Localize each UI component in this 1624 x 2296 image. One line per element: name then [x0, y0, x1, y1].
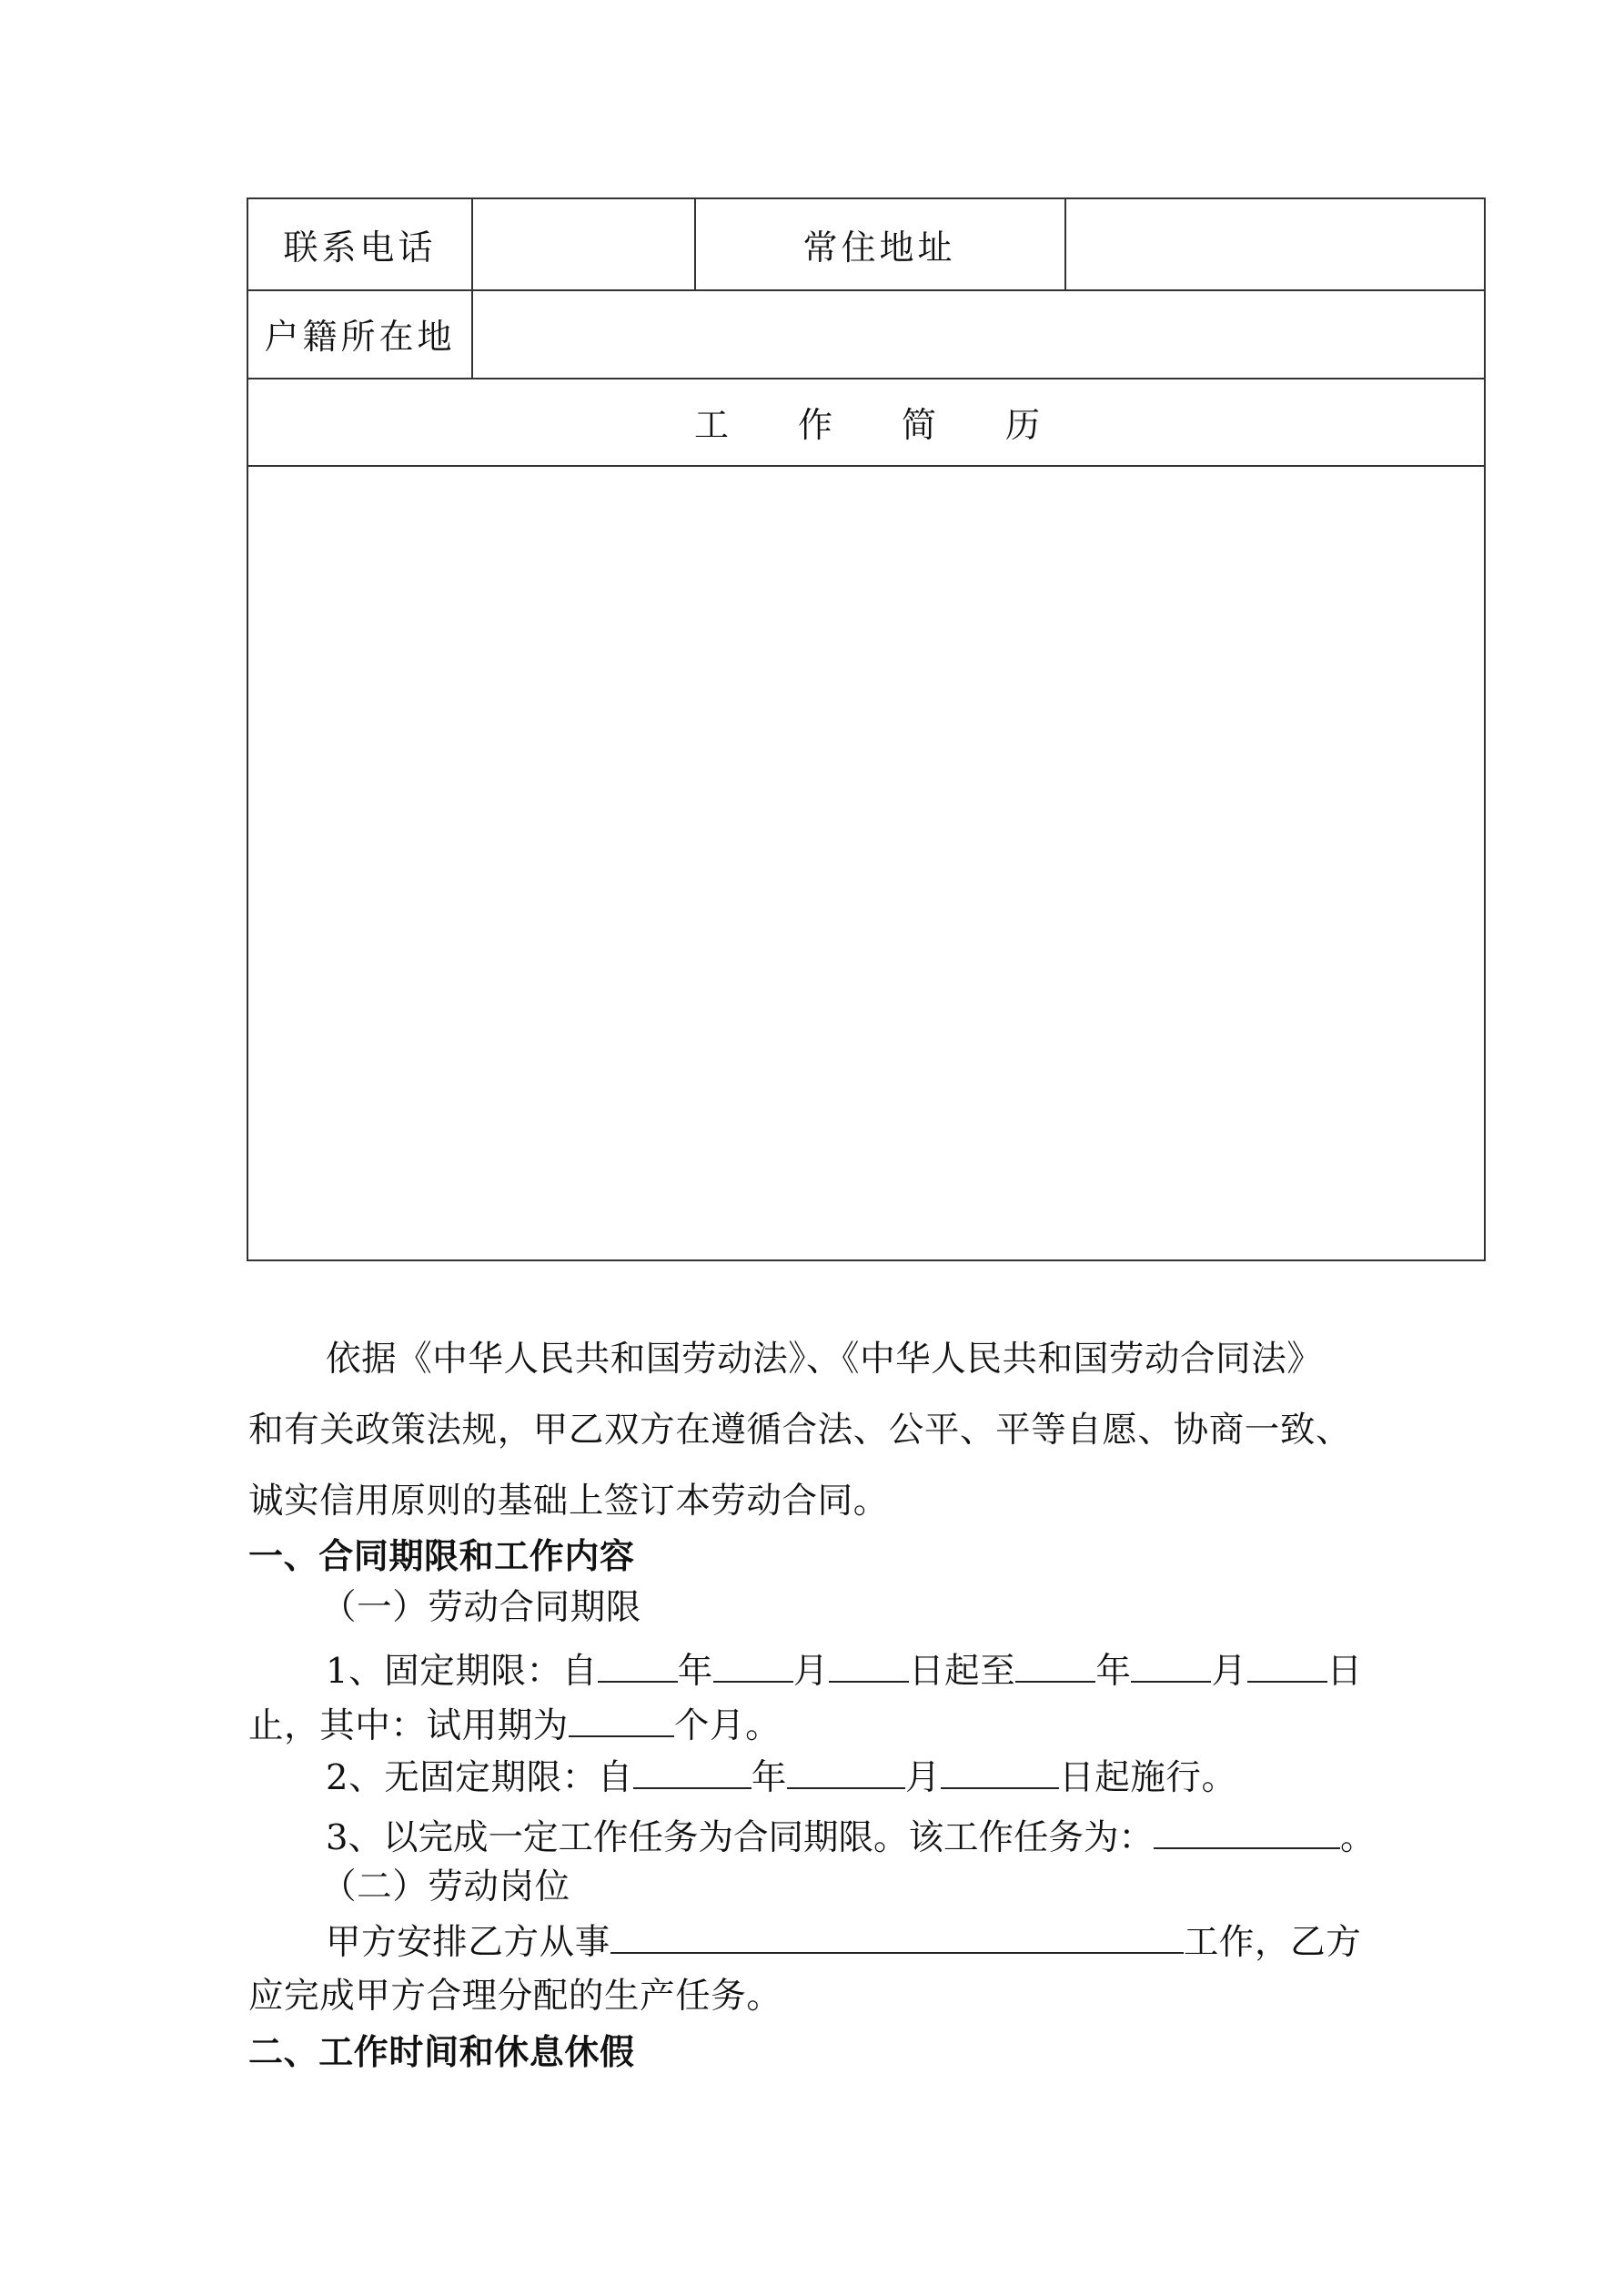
subsection-heading: （一）劳动合同期限 — [321, 1587, 641, 1628]
blank-field[interactable] — [787, 1756, 905, 1789]
blank-field[interactable] — [1131, 1650, 1211, 1683]
blank-field[interactable] — [1247, 1650, 1327, 1683]
address-label: 常住地址 — [802, 228, 956, 268]
clause-open-term: 2、无固定期限：自 年 月 日起施行。 — [326, 1757, 1237, 1798]
phone-label: 联系电话 — [283, 228, 437, 268]
paragraph-line: 诚实信用原则的基础上签订本劳动合同。 — [248, 1481, 889, 1522]
clause-fixed-term: 1、固定期限：自 年 月 日起至 年 月 日 — [326, 1651, 1363, 1692]
phone-value[interactable] — [471, 199, 694, 289]
hukou-value[interactable] — [471, 289, 1486, 378]
clause-task-term: 3、以完成一定工作任务为合同期限。该工作任务为： 。 — [326, 1817, 1376, 1858]
section-heading: 一、合同期限和工作内容 — [248, 1536, 635, 1576]
clause-probation: 止，其中：试用期为 个月。 — [248, 1705, 782, 1746]
paragraph-line: 应完成甲方合理分配的生产任务。 — [248, 1976, 782, 2017]
blank-field[interactable] — [1154, 1816, 1340, 1849]
section-heading: 二、工作时间和休息休假 — [248, 2032, 635, 2072]
blank-field[interactable] — [633, 1756, 751, 1789]
work-history-header: 工 作 简 历 — [693, 404, 1040, 445]
blank-field[interactable] — [610, 1921, 1184, 1954]
work-history-area[interactable] — [248, 465, 1486, 1259]
blank-field[interactable] — [598, 1650, 678, 1683]
blank-field[interactable] — [1015, 1650, 1095, 1683]
address-value[interactable] — [1064, 199, 1486, 289]
clause-position: 甲方安排乙方从事 工作，乙方 — [326, 1922, 1362, 1963]
paragraph-line: 和有关政策法规，甲乙双方在遵循合法、公平、平等自愿、协商一致、 — [248, 1410, 1352, 1451]
blank-field[interactable] — [569, 1704, 674, 1737]
blank-field[interactable] — [829, 1650, 909, 1683]
subsection-heading: （二）劳动岗位 — [321, 1866, 570, 1907]
blank-field[interactable] — [941, 1756, 1059, 1789]
info-table — [247, 197, 1486, 1261]
paragraph-line: 依据《中华人民共和国劳动法》、《中华人民共和国劳动合同法》 — [326, 1339, 1323, 1380]
hukou-label: 户籍所在地 — [264, 317, 456, 357]
blank-field[interactable] — [713, 1650, 793, 1683]
